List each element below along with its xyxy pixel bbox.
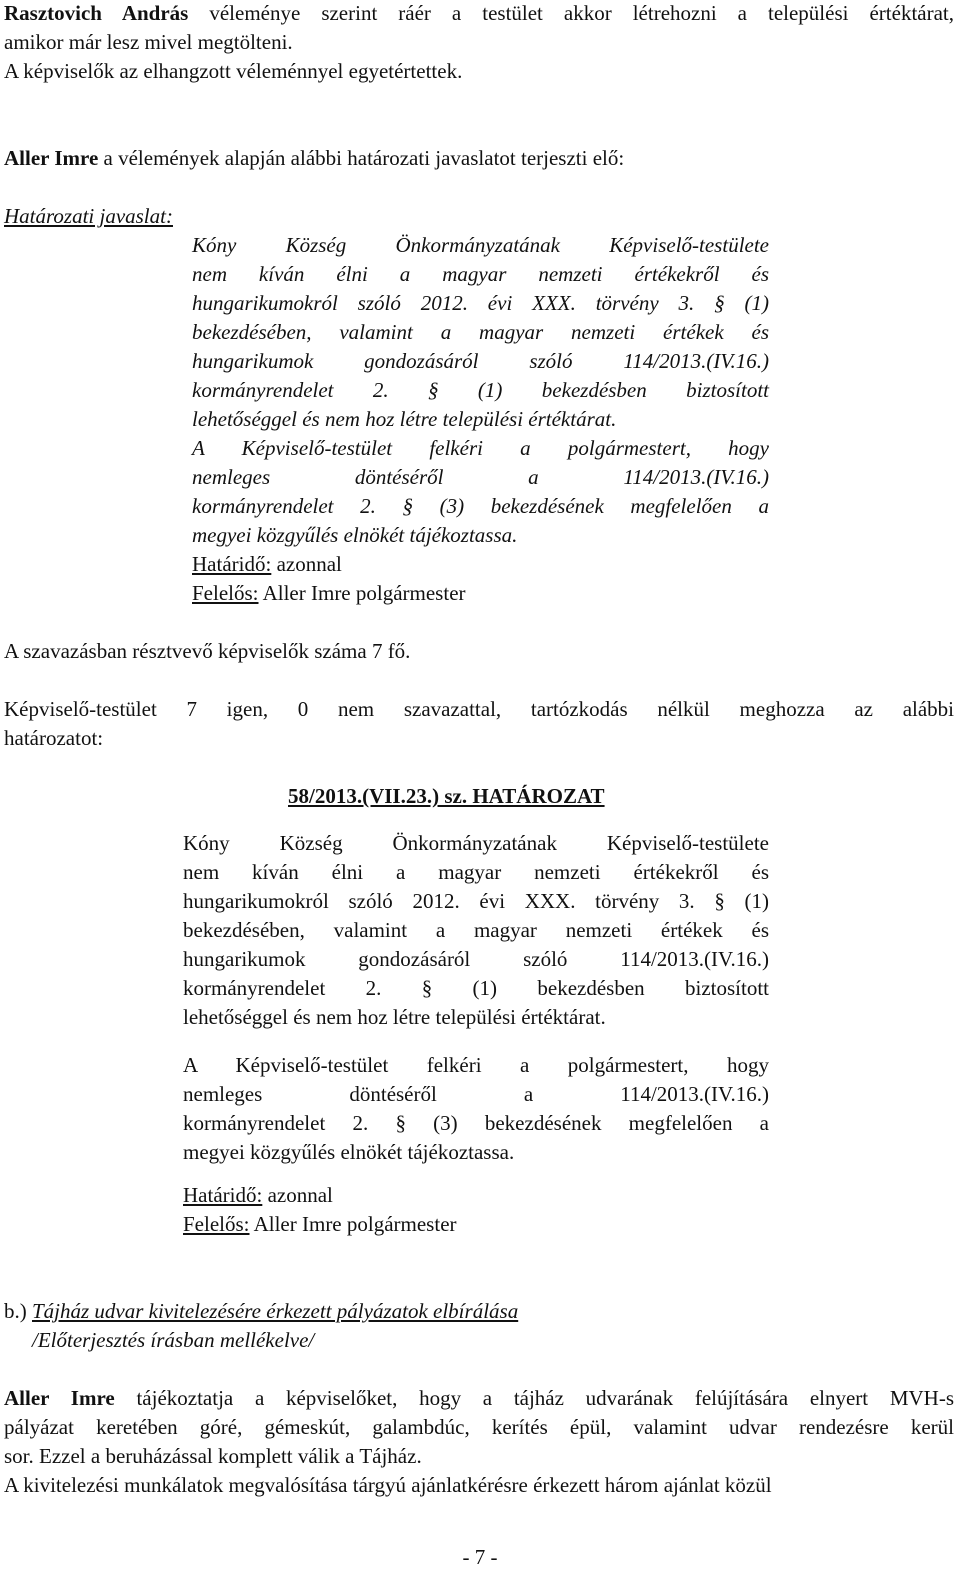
resolution-line: nemleges döntéséről a 114/2013.(IV.16.) [183,1082,769,1106]
speaker-name: Aller Imre [4,146,99,170]
proposal-line: nem kíván élni a magyar nemzeti értékekről és [192,262,769,286]
closing-text: tájékoztatja a képviselőket, hogy a tájház udvarának felújítására elnyert MVH-s [114,1386,954,1410]
resolution-line: Kóny Község Önkormányzatának Képviselő-testülete [183,831,769,855]
proposal-deadline [192,551,769,577]
deadline-value: azonnal [271,552,342,576]
resolution-line: kormányrendelet 2. § (1) bekezdésben biztosított [183,976,769,1000]
vote-participants: A szavazásban résztvevő képviselők száma 7 fő. [4,639,411,663]
agenda-title: Tájház udvar kivitelezésére érkezett pályázatok elbírálása [32,1299,519,1323]
responsible-value: Aller Imre polgármester [249,1212,457,1236]
deadline-value: azonnal [262,1183,333,1207]
resolution-line: megyei közgyűlés elnökét tájékoztassa. [183,1140,515,1164]
resolution-line: A Képviselő-testület felkéri a polgármestert, hogy [183,1053,769,1077]
deadline-label: Határidő: [183,1183,263,1207]
proposal-line: A Képviselő-testület felkéri a polgármestert, hogy [192,436,769,460]
speaker-name: Rasztovich András [4,1,189,25]
closing-line-1 [4,1385,954,1411]
resolution-line: bekezdésében, valamint a magyar nemzeti értékek és [183,918,769,942]
resolution-line: nem kíván élni a magyar nemzeti értékekről és [183,860,769,884]
proposal-line: kormányrendelet 2. § (1) bekezdésben biztosított [192,378,769,402]
intro-text: a vélemények alapján alábbi határozati javaslatot terjeszti elő: [98,146,625,170]
closing-line-3: sor. Ezzel a beruházással komplett válik a Tájház. [4,1444,422,1468]
closing-line-2: pályázat keretében góré, gémeskút, galambdúc, kerítés épül, valamint udvar rendezésre kerül [4,1415,954,1439]
resolution-deadline [183,1182,769,1208]
proposal-line: nemleges döntéséről a 114/2013.(IV.16.) [192,465,769,489]
intro-paragraph-1-cont: amikor már lesz mivel megtölteni. [4,30,293,54]
resolution-responsible [183,1211,769,1237]
vote-result-cont: határozatot: [4,726,104,750]
proposal-heading: Határozati javaslat: [4,204,173,228]
proposal-line: lehetőséggel és nem hoz létre települési értéktárat. [192,407,617,431]
intro-paragraph-1 [4,0,954,26]
page-number: - 7 - [462,1545,498,1569]
resolution-line: kormányrendelet 2. § (3) bekezdésének megfelelően a [183,1111,769,1135]
proposal-line: kormányrendelet 2. § (3) bekezdésének megfelelően a [192,494,769,518]
intro-text: véleménye szerint ráér a testület akkor létrehozni a települési értéktárat, [188,1,954,25]
agenda-prefix: b.) [4,1299,32,1323]
responsible-label: Felelős: [192,581,259,605]
resolution-line: hungarikumok gondozásáról szóló 114/2013.(IV.16.) [183,947,769,971]
agenda-note: /Előterjesztés írásban mellékelve/ [32,1328,315,1352]
proposal-line: Kóny Község Önkormányzatának Képviselő-testülete [192,233,769,257]
intro-paragraph-2: A képviselők az elhangzott véleménnyel egyetértettek. [4,59,463,83]
resolution-title: 58/2013.(VII.23.) sz. HATÁROZAT [288,784,605,808]
agenda-item-b [4,1298,518,1324]
responsible-label: Felelős: [183,1212,250,1236]
intro-paragraph-3 [4,145,624,171]
proposal-line: hungarikumokról szóló 2012. évi XXX. törvény 3. § (1) [192,291,769,315]
vote-result: Képviselő-testület 7 igen, 0 nem szavazattal, tartózkodás nélkül meghozza az alábbi [4,697,954,721]
speaker-name: Aller Imre [4,1386,115,1410]
proposal-responsible [192,580,769,606]
responsible-value: Aller Imre polgármester [258,581,466,605]
proposal-line: bekezdésében, valamint a magyar nemzeti értékek és [192,320,769,344]
proposal-line: hungarikumok gondozásáról szóló 114/2013.(IV.16.) [192,349,769,373]
resolution-line: hungarikumokról szóló 2012. évi XXX. törvény 3. § (1) [183,889,769,913]
closing-line-4: A kivitelezési munkálatok megvalósítása tárgyú ajánlatkérésre érkezett három ajánlat közül [4,1473,772,1497]
deadline-label: Határidő: [192,552,272,576]
resolution-line: lehetőséggel és nem hoz létre települési értéktárat. [183,1005,606,1029]
proposal-line: megyei közgyűlés elnökét tájékoztassa. [192,523,518,547]
